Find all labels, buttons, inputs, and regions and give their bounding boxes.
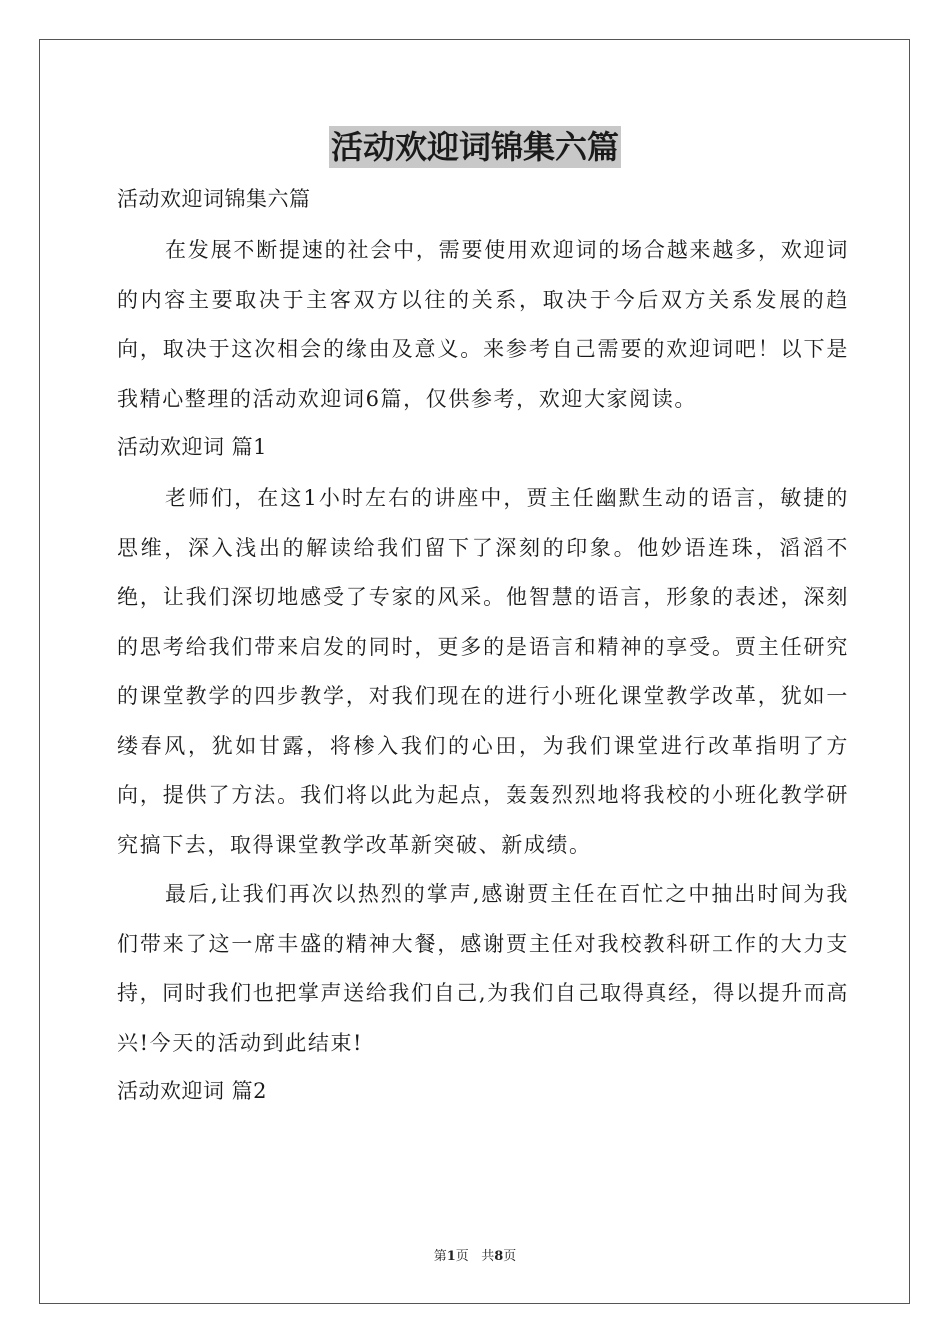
page-number: 1	[446, 1249, 456, 1264]
section-2-heading: 活动欢迎词 篇2	[117, 1079, 268, 1103]
document-subtitle: 活动欢迎词锦集六篇	[117, 187, 311, 211]
page-suffix: 页	[455, 1249, 469, 1264]
total-pages: 8	[494, 1249, 504, 1264]
page-prefix: 第	[433, 1249, 447, 1264]
document-title: 活动欢迎词锦集六篇	[330, 128, 619, 166]
section-1-paragraph-2: 最后,让我们再次以热烈的掌声,感谢贾主任在百忙之中抽出时间为我们带来了这一席丰盛的精神大餐，感谢贾主任对我校教科研工作的大力支持，同时我们也把掌声送给我们自己,为我们自己取得真经，得以提升而高兴!今天的活动到此结束!	[117, 882, 849, 1055]
title-wrap	[0, 126, 950, 168]
section-1-paragraph-1: 老师们，在这1小时左右的讲座中，贾主任幽默生动的语言，敏捷的思维，深入浅出的解读给我们留下了深刻的印象。他妙语连珠，滔滔不绝，让我们深切地感受了专家的风采。他智慧的语言，形象的表述，深刻的思考给我们带来启发的同时，更多的是语言和精神的享受。贾主任研究的课堂教学的四步教学，对我们现在的进行小班化课堂教学改革，犹如一缕春风，犹如甘露，将椮入我们的心田，为我们课堂进行改革指明了方向，提供了方法。我们将以此为起点，轰轰烈烈地将我校的小班化教学研究搞下去，取得课堂教学改革新突破、新成绩。	[117, 486, 849, 857]
page-footer	[0, 1249, 950, 1265]
total-suffix: 页	[503, 1249, 517, 1264]
section-1-heading: 活动欢迎词 篇1	[117, 435, 268, 459]
total-prefix: 共	[481, 1249, 495, 1264]
intro-paragraph: 在发展不断提速的社会中，需要使用欢迎词的场合越来越多，欢迎词的内容主要取决于主客双方以往的关系，取决于今后双方关系发展的趋向，取决于这次相会的缘由及意义。来参考自己需要的欢迎词吧！以下是我精心整理的活动欢迎词6篇，仅供参考，欢迎大家阅读。	[117, 238, 849, 411]
document-body	[117, 176, 849, 1114]
